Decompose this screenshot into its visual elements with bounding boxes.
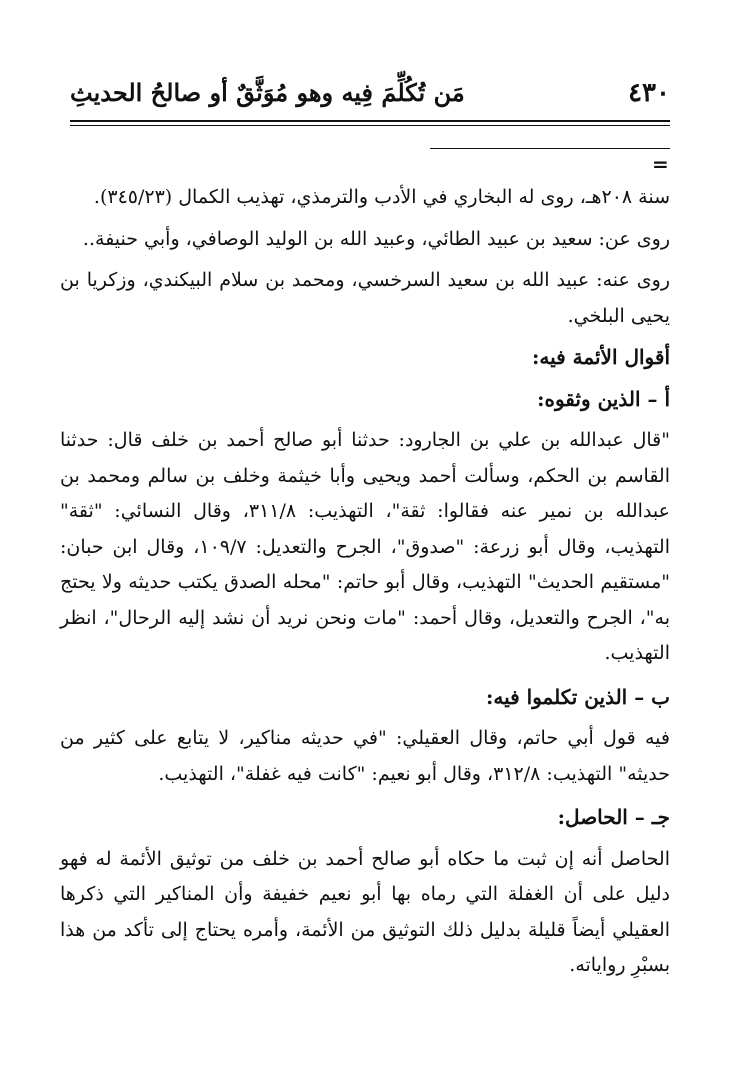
footnote-separator <box>430 148 670 149</box>
running-title: مَن تُكُلِّمَ فِيه وهو مُوَثَّقٌ أو صالحُ الحديثِ <box>70 78 465 107</box>
section-b-text: فيه قول أبي حاتم، وقال العقيلي: "في حديثه مناكير، لا يتابع على كثير من حديثه" التهذيب: ٣١٢/٨، وقال أبو نعيم: "كانت فيه غفلة"، التهذيب. <box>60 727 670 785</box>
section-a-text: "قال عبدالله بن علي بن الجارود: حدثنا أبو صالح أحمد بن خلف قال: حدثنا القاسم بن الحكم، وسألت أحمد ويحيى وأبا خيثمة وخلف بن سالم ومحمد بن عبدالله بن نمير عنه فقالوا: ثقة"، التهذيب: ٣١١/٨، وقال النسائي: "ثقة" التهذيب، وقال أبو زرعة: "صدوق"، الجرح والتعديل: ١٠٩/٧، وقال ابن حبان: "مستقيم الحديث" التهذيب، وقال أبو حاتم: "محله الصدق يكتب حديثه ولا يحتج به"، الجرح والتعديل، وقال أحمد: "مات ونحن نريد أن نشد إليه الرحال"، انظر التهذيب. <box>60 429 671 664</box>
page-number: ٤٣٠ <box>628 78 670 108</box>
biography-line: سنة ٢٠٨هـ، روى له البخاري في الأدب والترمذي، تهذيب الكمال (٣٤٥/٢٣). <box>93 186 670 208</box>
header-rule-thin <box>70 125 670 126</box>
section-b-heading: ب – الذين تكلموا فيه: <box>485 684 670 709</box>
narrated-from: روى عن: سعيد بن عبيد الطائي، وعبيد الله بن الوليد الوصافي، وأبي حنيفة.. <box>82 227 670 250</box>
imams-heading: أقوال الأئمة فيه: <box>532 345 670 369</box>
section-c-heading: جـ – الحاصل: <box>557 805 670 829</box>
page-header <box>70 70 670 120</box>
narrated-by: روى عنه: عبيد الله بن سعيد السرخسي، ومحمد بن سلام البيكندي، وزكريا بن يحيى البلخي. <box>60 269 670 327</box>
page-body <box>60 180 670 992</box>
continuation-mark: = <box>652 152 669 176</box>
header-rule <box>70 120 670 122</box>
section-a-heading: أ – الذين وثقوه: <box>537 386 670 411</box>
section-c-text: الحاصل أنه إن ثبت ما حكاه أبو صالح أحمد بن خلف من توثيق الأئمة له فهو دليل على أن الغفلة التي رماه بها أبو نعيم خفيفة وأن المناكير التي ذكرها العقيلي أيضاً قليلة بدليل ذلك التوثيق من الأئمة، وأمره يحتاج إلى تأكد من هذا بسبْرِ رواياته. <box>60 847 670 976</box>
